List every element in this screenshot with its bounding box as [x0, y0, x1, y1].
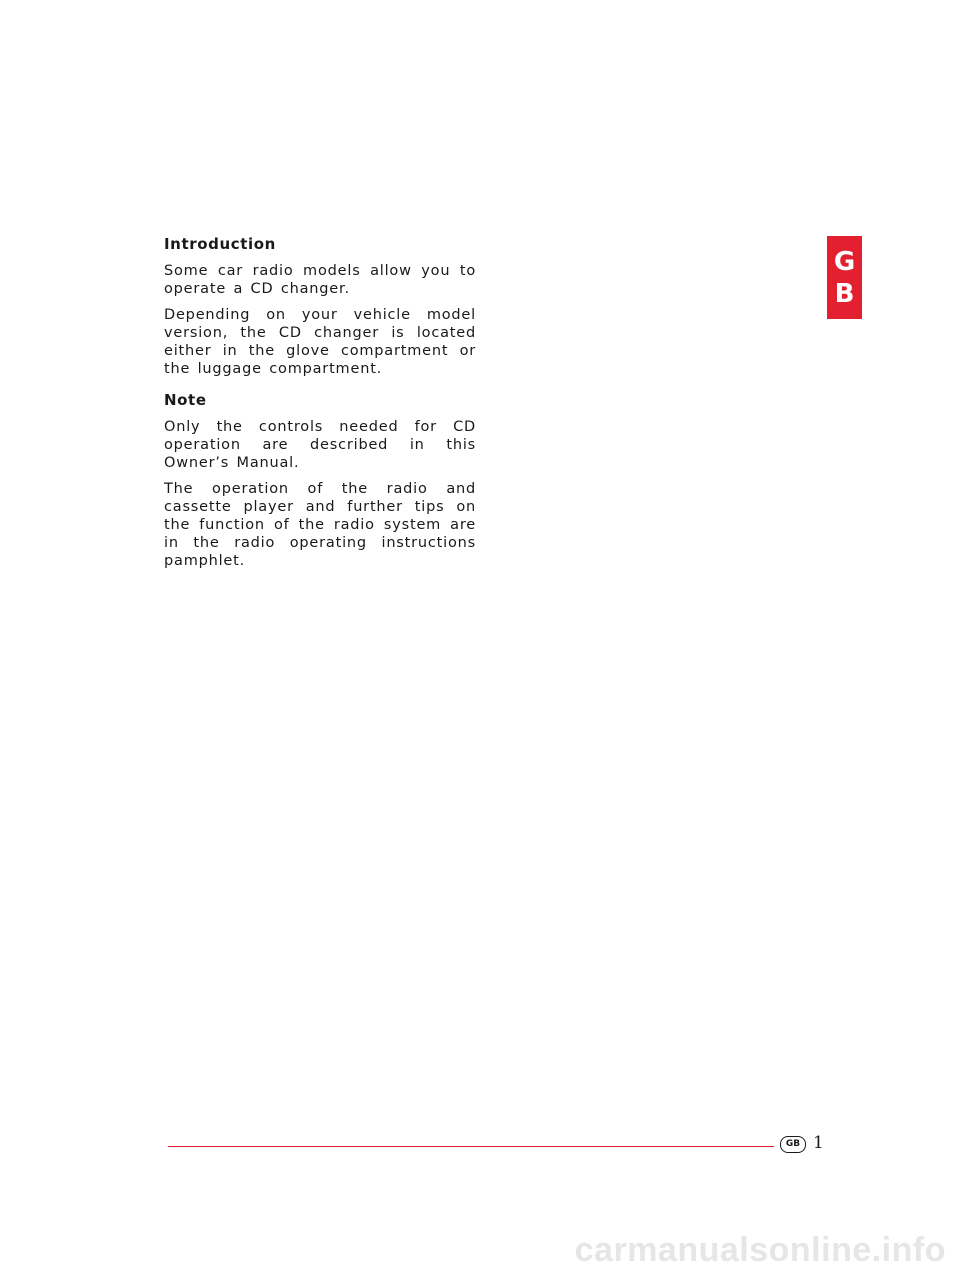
note-paragraph-1: Only the controls needed for CD operation are described in this Owner’s Manual. — [164, 419, 476, 471]
language-tab-letter-1: G — [833, 246, 856, 277]
intro-paragraph-1: Some car radio models allow you to operate a CD changer. — [164, 263, 476, 297]
watermark: carmanualsonline.info — [574, 1231, 946, 1269]
language-tab — [827, 236, 862, 319]
footer-divider — [168, 1146, 774, 1147]
note-paragraph-2: The operation of the radio and cassette player and further tips on the function of the radio system are in the radio operating instructions pamphlet. — [164, 481, 476, 569]
page-number: 1 — [813, 1133, 824, 1153]
main-content — [164, 234, 476, 578]
introduction-heading: Introduction — [164, 235, 276, 253]
country-badge: GB — [780, 1136, 806, 1153]
language-tab-letter-2: B — [834, 278, 855, 309]
intro-paragraph-2: Depending on your vehicle model version, the CD changer is located either in the glove compartment or the luggage compartment. — [164, 307, 476, 377]
note-heading: Note — [164, 391, 207, 409]
